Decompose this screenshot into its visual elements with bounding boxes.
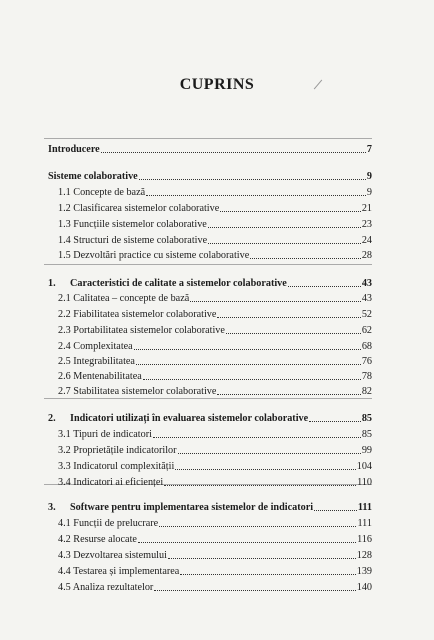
entry-label: 1.3 Funcțiile sistemelor colaborative bbox=[58, 219, 207, 230]
page-number: 128 bbox=[356, 550, 372, 561]
dot-leader bbox=[175, 468, 355, 470]
toc-section-entry bbox=[58, 356, 372, 368]
dot-leader bbox=[153, 436, 361, 438]
divider-section-2 bbox=[44, 398, 372, 399]
entry-label: 2.5 Integrabilitatea bbox=[58, 356, 135, 367]
entry-label: 2.6 Mentenabilitatea bbox=[58, 371, 142, 382]
toc-section-entry bbox=[58, 341, 372, 353]
toc-chapter-entry bbox=[48, 144, 372, 156]
entry-label: 4.2 Resurse alocate bbox=[58, 534, 137, 545]
dot-leader bbox=[164, 484, 356, 486]
page-number: 62 bbox=[361, 325, 372, 336]
page-number: 23 bbox=[361, 219, 372, 230]
dot-leader bbox=[139, 178, 366, 180]
dot-leader bbox=[136, 363, 361, 365]
page-title: CUPRINS bbox=[179, 76, 255, 93]
page-number: 21 bbox=[361, 203, 372, 214]
dot-leader bbox=[208, 226, 361, 228]
dot-leader bbox=[138, 541, 356, 543]
entry-label: 2.1 Calitatea – concepte de bază bbox=[58, 293, 190, 304]
page-number: 85 bbox=[361, 429, 372, 440]
page-number: 76 bbox=[361, 356, 372, 367]
entry-label: Indicatori utilizați în evaluarea sistemelor colaborative bbox=[70, 413, 309, 424]
entry-label: 1.4 Structuri de sisteme colaborative bbox=[58, 235, 208, 246]
page-number: 9 bbox=[366, 171, 372, 182]
dot-leader bbox=[154, 589, 355, 591]
toc-section-entry bbox=[58, 550, 372, 562]
entry-label: Caracteristici de calitate a sistemelor colaborative bbox=[70, 278, 287, 289]
toc-section-entry bbox=[58, 371, 372, 383]
toc-section-entry bbox=[58, 187, 372, 199]
dot-leader bbox=[159, 525, 356, 527]
page-number: 82 bbox=[361, 386, 372, 397]
toc-section-entry bbox=[58, 429, 372, 441]
dot-leader bbox=[309, 420, 361, 422]
dot-leader bbox=[190, 300, 361, 302]
chapter-number: 1. bbox=[48, 278, 56, 289]
toc-section-entry bbox=[58, 325, 372, 337]
dot-leader bbox=[220, 210, 361, 212]
dot-leader bbox=[288, 285, 361, 287]
dot-leader bbox=[226, 332, 361, 334]
toc-section-entry bbox=[58, 477, 372, 489]
page-number: 28 bbox=[361, 250, 372, 261]
toc-chapter-entry bbox=[48, 502, 372, 514]
dot-leader bbox=[217, 393, 360, 395]
entry-label: Software pentru implementarea sistemelor de indicatori bbox=[70, 502, 314, 513]
entry-label: 1.5 Dezvoltări practice cu sisteme colaborative bbox=[58, 250, 250, 261]
entry-label: 3.1 Tipuri de indicatori bbox=[58, 429, 152, 440]
chapter-number: 2. bbox=[48, 413, 56, 424]
entry-label: 4.1 Funcții de prelucrare bbox=[58, 518, 159, 529]
toc-section-entry bbox=[58, 534, 372, 546]
dot-leader bbox=[180, 573, 355, 575]
dot-leader bbox=[208, 242, 361, 244]
dot-leader bbox=[143, 378, 361, 380]
toc-section-entry bbox=[58, 203, 372, 215]
dot-leader bbox=[178, 452, 361, 454]
dot-leader bbox=[134, 348, 361, 350]
toc-section-entry bbox=[58, 235, 372, 247]
page-number: 68 bbox=[361, 341, 372, 352]
page-number: 7 bbox=[366, 144, 372, 155]
dot-leader bbox=[250, 257, 361, 259]
dot-leader bbox=[217, 316, 360, 318]
page-number: 52 bbox=[361, 309, 372, 320]
page-number: 43 bbox=[361, 278, 372, 289]
page-number: 140 bbox=[356, 582, 372, 593]
entry-label: 3.4 Indicatori ai eficienței bbox=[58, 477, 164, 488]
dot-leader bbox=[314, 509, 357, 511]
toc-chapter-entry bbox=[48, 171, 372, 183]
page-number: 110 bbox=[357, 477, 372, 488]
entry-label: 1.1 Concepte de bază bbox=[58, 187, 146, 198]
entry-label: 3.3 Indicatorul complexității bbox=[58, 461, 175, 472]
entry-label: 2.2 Fiabilitatea sistemelor colaborative bbox=[58, 309, 217, 320]
toc-section-entry bbox=[58, 219, 372, 231]
page-number: 85 bbox=[361, 413, 372, 424]
toc-section-entry bbox=[58, 461, 372, 473]
toc-section-entry bbox=[58, 445, 372, 457]
toc-section-entry bbox=[58, 582, 372, 594]
page-number: 9 bbox=[366, 187, 372, 198]
entry-label: 4.5 Analiza rezultatelor bbox=[58, 582, 154, 593]
entry-label: 2.3 Portabilitatea sistemelor colaborative bbox=[58, 325, 225, 336]
page-number: 139 bbox=[356, 566, 372, 577]
toc-chapter-entry bbox=[48, 413, 372, 425]
entry-label: 4.4 Testarea și implementarea bbox=[58, 566, 180, 577]
entry-label: 1.2 Clasificarea sistemelor colaborative bbox=[58, 203, 220, 214]
toc-section-entry bbox=[58, 250, 372, 262]
entry-label: 2.4 Complexitatea bbox=[58, 341, 133, 352]
page-number: 116 bbox=[357, 534, 372, 545]
page-number: 111 bbox=[357, 518, 372, 529]
toc-section-entry bbox=[58, 566, 372, 578]
toc-section-entry bbox=[58, 309, 372, 321]
entry-label: Introducere bbox=[48, 144, 100, 155]
entry-label: 3.2 Proprietățile indicatorilor bbox=[58, 445, 177, 456]
page-number: 111 bbox=[357, 502, 372, 513]
entry-label: Sisteme colaborative bbox=[48, 171, 138, 182]
toc-section-entry bbox=[58, 293, 372, 305]
page-number: 78 bbox=[361, 371, 372, 382]
page-number: 99 bbox=[361, 445, 372, 456]
page-number: 43 bbox=[361, 293, 372, 304]
page-number: 104 bbox=[356, 461, 372, 472]
divider-section-1 bbox=[44, 264, 372, 265]
dot-leader bbox=[146, 194, 366, 196]
divider-top bbox=[44, 138, 372, 139]
toc-section-entry bbox=[58, 386, 372, 398]
toc-chapter-entry bbox=[48, 278, 372, 290]
dot-leader bbox=[101, 151, 366, 153]
entry-label: 2.7 Stabilitatea sistemelor colaborative bbox=[58, 386, 217, 397]
page-number: 24 bbox=[361, 235, 372, 246]
chapter-number: 3. bbox=[48, 502, 56, 513]
entry-label: 4.3 Dezvoltarea sistemului bbox=[58, 550, 167, 561]
dot-leader bbox=[168, 557, 356, 559]
toc-section-entry bbox=[58, 518, 372, 530]
